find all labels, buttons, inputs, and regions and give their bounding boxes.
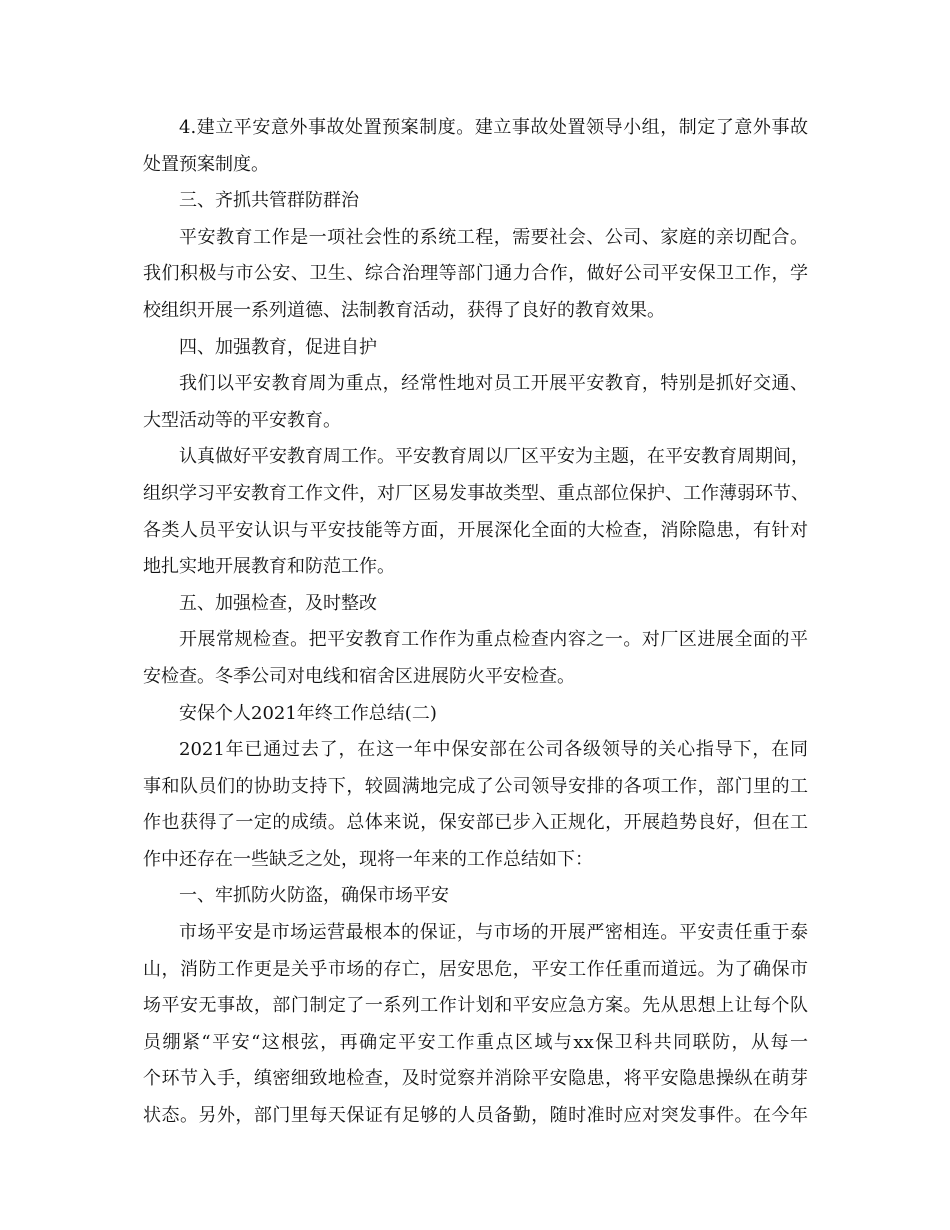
- paragraph-line: 开展常规检查。把平安教育工作作为重点检查内容之一。对厂区进展全面的平: [179, 629, 808, 651]
- paragraph-line: 安检查。冬季公司对电线和宿舍区进展防火平安检查。: [143, 665, 575, 687]
- section-heading: 五、加强检查，及时整改: [179, 592, 377, 614]
- paragraph-line: 平安教育工作是一项社会性的系统工程，需要社会、公司、家庭的亲切配合。: [179, 226, 808, 248]
- paragraph-line: 事和队员们的协助支持下，较圆满地完成了公司领导安排的各项工作，部门里的工: [143, 775, 808, 797]
- paragraph-line: 场平安无事故，部门制定了一系列工作计划和平安应急方案。先从思想上让每个队: [143, 995, 808, 1017]
- document-subtitle: 安保个人2021年终工作总结(二): [179, 702, 437, 724]
- paragraph-line: 我们以平安教育周为重点，经常性地对员工开展平安教育，特别是抓好交通、: [179, 373, 808, 395]
- paragraph-line: 作中还存在一些缺乏之处，现将一年来的工作总结如下：: [143, 848, 593, 870]
- paragraph-line: 我们积极与市公安、卫生、综合治理等部门通力合作，做好公司平安保卫工作，学: [143, 263, 808, 285]
- section-heading: 三、齐抓共管群防群治: [179, 190, 359, 212]
- paragraph-line: 2021年已通过去了，在这一年中保安部在公司各级领导的关心指导下，在同: [179, 739, 808, 761]
- paragraph-line: 校组织开展一系列道德、法制教育活动，获得了良好的教育效果。: [143, 299, 665, 321]
- paragraph-line: 个环节入手，缜密细致地检查，及时觉察并消除平安隐患，将平安隐患操纵在萌芽: [143, 1068, 808, 1090]
- paragraph-line: 大型活动等的平安教育。: [143, 409, 341, 431]
- paragraph-line: 处置预案制度。: [143, 153, 269, 175]
- paragraph-line: 山，消防工作更是关乎市场的存亡，居安思危，平安工作任重而道远。为了确保市: [143, 958, 808, 980]
- paragraph-line: 地扎实地开展教育和防范工作。: [143, 556, 395, 578]
- section-heading: 四、加强教育，促进自护: [179, 336, 377, 358]
- paragraph-line: 员绷紧“平安“这根弦，再确定平安工作重点区域与xx保卫科共同联防，从每一: [143, 1031, 808, 1053]
- paragraph-line: 状态。另外，部门里每天保证有足够的人员备勤，随时准时应对突发事件。在今年: [143, 1105, 808, 1127]
- paragraph-line: 4.建立平安意外事故处置预案制度。建立事故处置领导小组，制定了意外事故: [179, 117, 808, 138]
- paragraph-line: 各类人员平安认识与平安技能等方面，开展深化全面的大检查，消除隐患，有针对: [143, 519, 808, 541]
- paragraph-line: 作也获得了一定的成绩。总体来说，保安部已步入正规化，开展趋势良好，但在工: [143, 812, 808, 834]
- paragraph-line: 市场平安是市场运营最根本的保证，与市场的开展严密相连。平安责任重于泰: [179, 922, 808, 944]
- paragraph-line: 组织学习平安教育工作文件，对厂区易发事故类型、重点部位保护、工作薄弱环节、: [143, 482, 809, 504]
- document-body: [143, 110, 808, 1135]
- paragraph-line: 认真做好平安教育周工作。平安教育周以厂区平安为主题，在平安教育周期间，: [179, 446, 809, 468]
- section-heading: 一、牢抓防火防盗，确保市场平安: [179, 885, 449, 907]
